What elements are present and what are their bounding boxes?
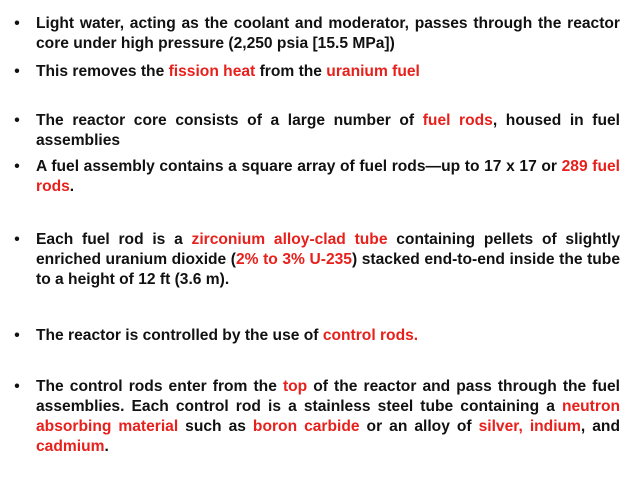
bullet-text-segment: ) stacked end-to-end inside the tube to a height of 12 ft (3.6 m).	[36, 251, 620, 288]
highlight-text: 289 fuel rods	[36, 158, 620, 195]
bullet-text-segment: .	[104, 438, 109, 455]
highlight-text: cadmium	[36, 438, 105, 455]
highlight-text: uranium fuel	[326, 63, 420, 80]
bullet-text	[36, 157, 620, 197]
bullet-item-fuel-assembly	[10, 157, 620, 197]
bullet-item-fuel-rod	[10, 230, 620, 290]
bullet-text-segment: A fuel assembly contains a square array of fuel rods—up to 17 x 17 or	[36, 158, 562, 175]
bullet-dot-icon: •	[14, 158, 20, 175]
highlight-text: fuel rods	[422, 112, 493, 129]
bullet-text	[36, 326, 620, 346]
highlight-text: silver, indium	[478, 418, 581, 435]
highlight-text: top	[282, 378, 308, 395]
bullet-text-segment: .	[69, 178, 75, 195]
bullet-text	[36, 14, 620, 54]
bullet-text-segment: or an alloy of	[359, 418, 479, 435]
bullet-dot-icon: •	[14, 378, 20, 395]
bullet-item-control	[10, 326, 620, 346]
bullet-text	[36, 62, 620, 82]
bullet-text-segment: This removes the	[36, 63, 169, 80]
bullet-dot-icon: •	[14, 231, 20, 248]
bullet-dot-icon: •	[14, 327, 20, 344]
bullet-text	[36, 230, 620, 290]
highlight-text: fission heat	[168, 63, 256, 80]
bullet-text-segment: The reactor is controlled by the use of	[36, 327, 323, 344]
highlight-text: 2% to 3% U-235	[236, 251, 352, 268]
bullet-text-segment: containing pellets of slightly enriched uranium dioxide (	[36, 231, 621, 268]
bullet-dot-icon: •	[14, 15, 20, 32]
bullet-text-segment: such as	[178, 418, 253, 435]
bullet-text-segment: The control rods enter from the	[36, 378, 283, 395]
bullet-dot-icon: •	[14, 112, 20, 129]
bullet-text-segment: The reactor core consists of a large number of	[36, 112, 423, 129]
bullet-text-segment: , and	[580, 418, 620, 435]
highlight-text: boron carbide	[252, 418, 360, 435]
bullet-text-segment: from the	[255, 63, 327, 80]
bullet-text-segment: of the reactor and pass through the fuel assemblies. Each control rod is a stainless steel tube containing a	[36, 378, 620, 415]
bullet-item-control-rods	[10, 377, 620, 457]
bullet-text-segment: , housed in fuel assemblies	[36, 112, 621, 149]
bullet-text	[36, 377, 620, 457]
bullet-item-reactor-core	[10, 111, 620, 151]
bullet-dot-icon: •	[14, 63, 20, 80]
bullet-text	[36, 111, 620, 151]
bullet-item-fission-heat	[10, 62, 620, 82]
highlight-text: control rods.	[322, 327, 419, 344]
bullet-text-segment: Each fuel rod is a	[36, 231, 192, 248]
highlight-text: zirconium alloy-clad tube	[191, 231, 388, 248]
bullet-item-coolant	[10, 14, 620, 54]
highlight-text: neutron absorbing material	[36, 398, 620, 435]
bullet-text-segment: Light water, acting as the coolant and moderator, passes through the reactor core under high pressure (2,250 psia [15.5 MPa])	[36, 15, 620, 52]
